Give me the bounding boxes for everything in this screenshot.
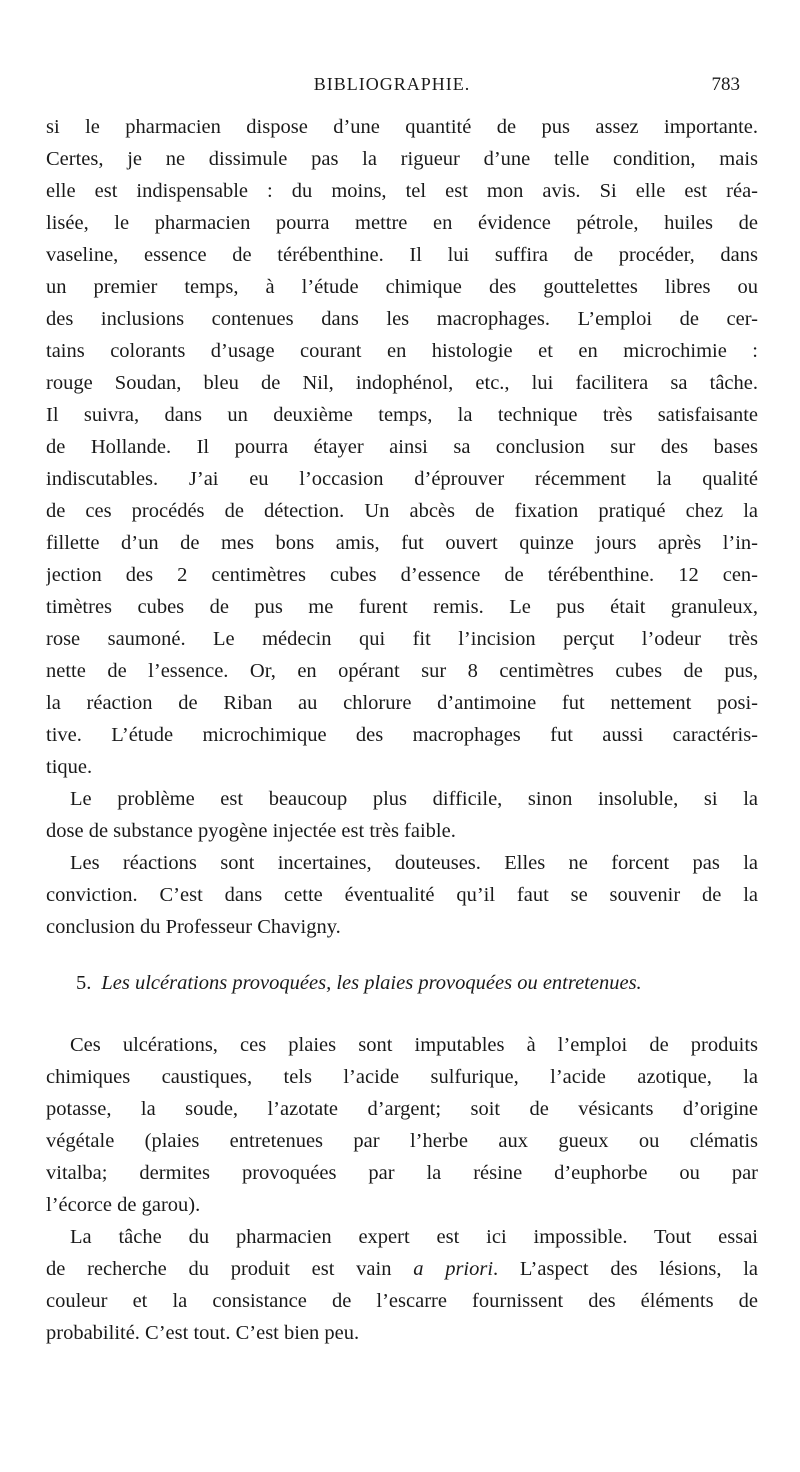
paragraph-line: tains colorants d’usage courant en histologie et en microchimie :: [46, 340, 758, 362]
paragraph-line: l’écorce de garou).: [46, 1194, 201, 1216]
paragraph-line: Il suivra, dans un deuxième temps, la technique très satisfaisante: [46, 404, 758, 426]
paragraph-line: couleur et la consistance de l’escarre fournissent des éléments de: [46, 1290, 758, 1312]
paragraph-line: des inclusions contenues dans les macrophages. L’emploi de cer-: [46, 308, 758, 330]
paragraph-line: tive. L’étude microchimique des macrophages fut aussi caractéris-: [46, 724, 758, 746]
paragraph-line: dose de substance pyogène injectée est très faible.: [46, 820, 456, 842]
paragraph-line: lisée, le pharmacien pourra mettre en évidence pétrole, huiles de: [46, 212, 758, 234]
paragraph-line: nette de l’essence. Or, en opérant sur 8 centimètres cubes de pus,: [46, 660, 758, 682]
section-title: Les ulcérations provoquées, les plaies provoquées ou entretenues.: [101, 972, 642, 994]
paragraph-line: vitalba; dermites provoquées par la résine d’euphorbe ou par: [46, 1162, 758, 1184]
paragraph-line: Les réactions sont incertaines, douteuses. Elles ne forcent pas la: [70, 852, 758, 874]
paragraph-line: conviction. C’est dans cette éventualité qu’il faut se souvenir de la: [46, 884, 758, 906]
paragraph-line: si le pharmacien dispose d’une quantité de pus assez importante.: [46, 116, 758, 138]
paragraph-line: probabilité. C’est tout. C’est bien peu.: [46, 1322, 360, 1344]
section-heading: [76, 968, 758, 998]
paragraph-line: Le problème est beaucoup plus difficile, sinon insoluble, si la: [70, 788, 758, 810]
paragraph-line: La tâche du pharmacien expert est ici impossible. Tout essai: [70, 1226, 758, 1248]
paragraph-line: végétale (plaies entretenues par l’herbe aux gueux ou clématis: [46, 1130, 758, 1152]
text-run: de recherche du produit est vain: [46, 1258, 414, 1280]
paragraph-line: la réaction de Riban au chlorure d’antimoine fut nettement posi-: [46, 692, 758, 714]
italic-phrase: a priori: [413, 1258, 494, 1280]
paragraph-line: Ces ulcérations, ces plaies sont imputables à l’emploi de produits: [70, 1034, 758, 1056]
paragraph-line: Certes, je ne dissimule pas la rigueur d’une telle condition, mais: [46, 148, 758, 170]
paragraph-line: tique.: [46, 756, 93, 778]
paragraph-line: vaseline, essence de térébenthine. Il lui suffira de procéder, dans: [46, 244, 758, 266]
section-number: 5.: [76, 972, 92, 994]
paragraph-line: rose saumoné. Le médecin qui fit l’incision perçut l’odeur très: [46, 628, 758, 650]
running-title: BIBLIOGRAPHIE.: [313, 74, 471, 94]
paragraph-line: indiscutables. J’ai eu l’occasion d’éprouver récemment la qualité: [46, 468, 758, 490]
paragraph-line: rouge Soudan, bleu de Nil, indophénol, etc., lui facilitera sa tâche.: [46, 372, 758, 394]
paragraph-line: de Hollande. Il pourra étayer ainsi sa conclusion sur des bases: [46, 436, 758, 458]
paragraph-line: elle est indispensable : du moins, tel est mon avis. Si elle est réa-: [46, 180, 758, 202]
paragraph-line: jection des 2 centimètres cubes d’essence de térébenthine. 12 cen-: [46, 564, 758, 586]
paragraph-line: un premier temps, à l’étude chimique des gouttelettes libres ou: [46, 276, 758, 298]
paragraph-line: fillette d’un de mes bons amis, fut ouvert quinze jours après l’in-: [46, 532, 758, 554]
paragraph-line: potasse, la soude, l’azotate d’argent; soit de vésicants d’origine: [46, 1098, 758, 1120]
paragraph-line: [46, 1254, 758, 1284]
page-number: 783: [711, 74, 740, 95]
text-run: . L’aspect des lésions, la: [493, 1258, 758, 1280]
paragraph-line: conclusion du Professeur Chavigny.: [46, 916, 341, 938]
paragraph-line: timètres cubes de pus me furent remis. Le pus était granuleux,: [46, 596, 758, 618]
running-head: [44, 74, 740, 100]
paragraph-line: de ces procédés de détection. Un abcès de fixation pratiqué chez la: [46, 500, 758, 522]
paragraph-line: chimiques caustiques, tels l’acide sulfurique, l’acide azotique, la: [46, 1066, 758, 1088]
